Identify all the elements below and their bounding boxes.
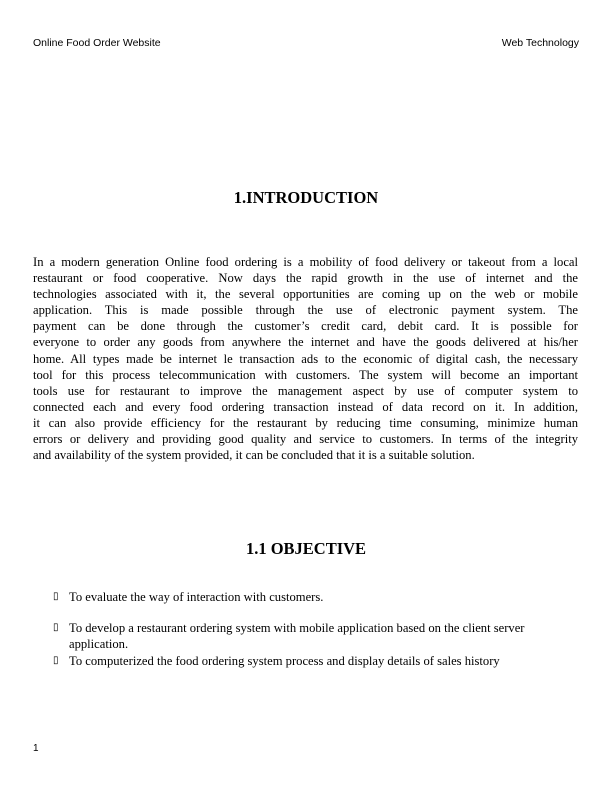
objective-text: To evaluate the way of interaction with customers.	[69, 590, 324, 604]
paragraph-line: tools use for restaurant to improve the management aspect by use of computer system to	[33, 383, 578, 398]
paragraph-line: payment can be done through the customer’s credit card, debit card. It is possible for	[33, 319, 578, 334]
introduction-paragraph	[33, 254, 578, 463]
paragraph-line: application. This is made possible through the use of electronic payment system. The	[33, 303, 578, 318]
bullet-icon: ▯	[53, 655, 59, 666]
paragraph-line: errors or delivery and providing good quality and service to customers. In terms of the integrity	[33, 432, 578, 447]
header-left: Online Food Order Website	[33, 37, 161, 49]
introduction-heading: 1.INTRODUCTION	[233, 188, 379, 207]
objective-text: To develop a restaurant ordering system with mobile application based on the client server application.	[69, 621, 525, 652]
paragraph-line: restaurant or food cooperative. Now days the rapid growth in the use of internet and the	[33, 271, 578, 286]
bullet-icon: ▯	[53, 622, 59, 633]
objective-text: To computerized the food ordering system process and display details of sales history	[69, 654, 500, 668]
paragraph-line: everyone to order any goods from anywhere the internet and have the goods delivered at his/her	[33, 335, 578, 350]
objective-heading: 1.1 OBJECTIVE	[245, 539, 367, 558]
paragraph-line: connected each and every food ordering transaction instead of data record on it. In addition,	[33, 399, 578, 414]
paragraph-line: tool for this process telecommunication with customers. The system will become an important	[33, 367, 578, 382]
bullet-icon: ▯	[53, 591, 59, 602]
paragraph-line: In a modern generation Online food ordering is a mobility of food delivery or takeout from a local	[33, 255, 578, 269]
paragraph-line: technologies associated with it, the several opportunities are coming up on the web or mobile	[33, 287, 578, 302]
paragraph-line: and availability of the system provided, it can be concluded that it is a suitable solution.	[33, 448, 475, 463]
header-right: Web Technology	[501, 37, 579, 49]
paragraph-line: it can also provide efficiency for the restaurant by reducing time consuming, minimize human	[33, 415, 578, 430]
page-number: 1	[33, 743, 39, 754]
paragraph-line: home. All types made be internet le transaction ads to the economic of digital cash, the necessary	[33, 351, 578, 366]
